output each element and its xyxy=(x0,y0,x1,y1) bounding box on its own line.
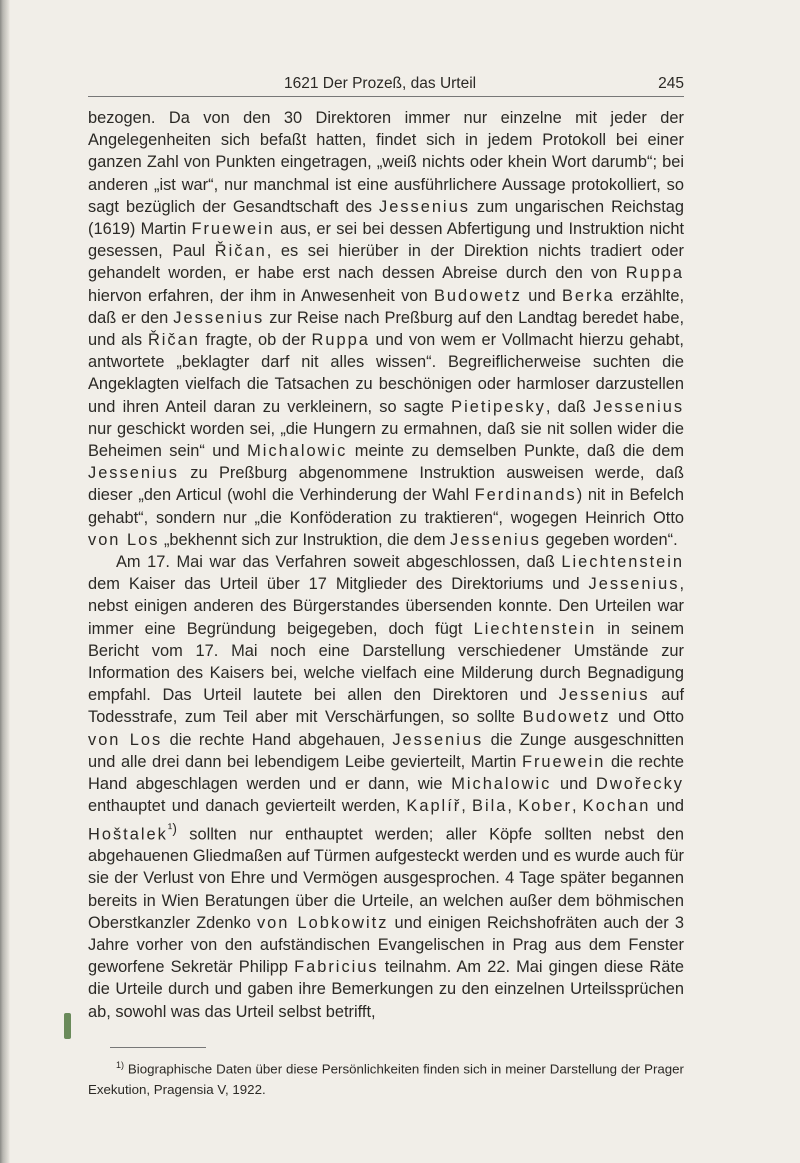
book-spine-shadow xyxy=(0,0,10,1163)
text-run: , es sei hierüber in der Direktion nichts tradiert oder gehandelt worden, er habe erst nach dessen Abreise durch den von xyxy=(88,242,684,283)
spaced-name: Ruppa xyxy=(311,331,370,350)
spaced-name: Řičan xyxy=(214,242,267,261)
book-page xyxy=(88,70,684,1023)
spaced-name: Liechtenstein xyxy=(473,619,597,638)
spaced-name: Jessenius xyxy=(88,464,179,483)
spaced-name: Bila xyxy=(472,797,508,816)
text-run: die rechte Hand abgehauen, xyxy=(162,730,393,749)
text-run: und xyxy=(650,797,685,816)
spaced-name: Hoštalek xyxy=(88,824,168,843)
spaced-name: Kochan xyxy=(582,797,651,816)
spaced-name: Jessenius xyxy=(450,530,541,549)
spaced-name: Michalowic xyxy=(247,442,348,461)
spaced-name: Fruewein xyxy=(191,220,275,239)
body-text xyxy=(88,107,684,1023)
text-run: , xyxy=(461,797,473,816)
text-run: , nebst einigen anderen des Bürgerstandes übersenden konnte. Den Urteilen war immer eine Begründung beigegeben, doch fügt xyxy=(88,575,684,638)
spaced-name: Budowetz xyxy=(522,708,611,727)
spaced-name: Ruppa xyxy=(625,264,684,283)
text-run: nur geschickt worden sei, „die Hungern zu ermahnen, daß sie nit sollen wider die Beheimen sein“ und xyxy=(88,419,684,461)
spaced-name: Jessenius xyxy=(379,197,470,216)
text-run: zu Preßburg abgenommene Instruktion ausweisen werde, daß dieser „den Articul (wohl die Verhinderung der Wahl xyxy=(88,464,684,505)
text-run: und einigen Reichshofräten auch der 3 Jahre vorher von den aufständischen Evangelischen in Prag aus dem Fenster geworfene Sekretär Philipp xyxy=(88,913,685,977)
spaced-name: Kaplíř xyxy=(406,797,462,816)
spaced-name: Ferdinands xyxy=(474,486,577,505)
spaced-name: Jessenius xyxy=(588,575,680,594)
spaced-name: Jessenius xyxy=(558,686,650,705)
text-run: enthauptet und danach gevierteilt werden, xyxy=(88,797,407,816)
text-run: hiervon erfahren, der ihm in Anwesenheit von xyxy=(88,286,434,305)
spaced-name: von Los xyxy=(88,730,163,749)
running-title: 1621 Der Prozeß, das Urteil xyxy=(284,75,477,92)
text-run: die rechte Hand abgeschlagen werden und er dann, wie xyxy=(88,752,684,794)
spaced-name: Michalowic xyxy=(451,775,552,794)
text-run: die Zunge ausgeschnitten und alle drei dann bei lebendigem Leibe gevierteilt, Martin xyxy=(88,730,684,771)
footnote-rule xyxy=(110,1047,206,1048)
text-run: teilnahm. Am 22. Mai gingen diese Räte die Urteile durch und gaben ihre Bemerkungen zu den einzelnen Urteilssprüchen ab, sowohl was das Urteil selbst betrifft, xyxy=(88,958,684,1021)
text-run: zum ungarischen Reichstag (1619) Martin xyxy=(88,197,685,239)
spaced-name: Pietipesky xyxy=(451,397,546,416)
page-number: 245 xyxy=(658,75,684,92)
spaced-name: von Los xyxy=(88,530,160,549)
text-run: „bekhennt sich zur Instruktion, die dem xyxy=(159,530,451,549)
spaced-name: Řičan xyxy=(147,331,200,350)
paragraph-1 xyxy=(88,107,684,551)
spaced-name: Liechtenstein xyxy=(561,553,684,572)
text-run: und von wem er Vollmacht hierzu gehabt, antwortete „beklagter darf nit alles wissen“. Begreiflicherweise suchten die Angeklagten vielfach die Tatsachen zu beschönigen oder harmloser darzustellen und ihren Anteil daran zu verkleinern, so sagte xyxy=(88,331,684,416)
spaced-name: Budowetz xyxy=(433,286,522,305)
text-run: , xyxy=(507,797,519,816)
spaced-name: Dwořecky xyxy=(596,775,684,794)
footnote xyxy=(88,1055,684,1100)
paragraph-2 xyxy=(88,551,684,1023)
spaced-name: Jessenius xyxy=(173,308,265,327)
text-run: gegeben worden“. xyxy=(540,530,678,549)
footnote-reference: ¹) xyxy=(167,820,177,836)
text-run: , xyxy=(571,797,583,816)
text-run: und xyxy=(551,775,597,794)
text-run: meinte zu demselben Punkte, daß die dem xyxy=(347,442,685,461)
spaced-name: Kober xyxy=(518,797,572,816)
text-run: , daß xyxy=(545,397,594,416)
margin-bookmark xyxy=(64,1013,71,1039)
spaced-name: Jessenius xyxy=(392,730,484,749)
text-run: und Otto xyxy=(610,708,684,727)
text-run: aus, er sei bei dessen Abfertigung und Instruktion nicht gesessen, Paul xyxy=(88,220,684,261)
text-run: zur Reise nach Preßburg auf den Landtag beredet habe, und als xyxy=(88,308,685,350)
text-run: fragte, ob der xyxy=(199,331,312,350)
spaced-name: Berka xyxy=(561,286,615,305)
spaced-name: Fabricius xyxy=(294,958,379,977)
running-head xyxy=(88,70,684,97)
text-run: ) nit in Befelch gehabt“, sondern nur „die Konföderation zu traktieren“, wogegen Heinrich Otto xyxy=(88,486,684,527)
text-run: erzählte, daß er den xyxy=(88,286,684,327)
text-run: in seinem Bericht vom 17. Mai noch eine Darstellung verschiedener Umstände zur Information des Kaisers bei, welche vielfach eine Milderung durch Begnadigung empfahl. Das Urteil lautete bei allen den Direktoren und xyxy=(88,619,684,705)
spaced-name: von Lobkowitz xyxy=(256,913,389,932)
footnote-text: Biographische Daten über diese Persönlichkeiten finden sich in meiner Darstellung der Prager Exekution, Pragensia V, 1922. xyxy=(88,1061,684,1098)
text-run: und xyxy=(521,286,562,305)
spaced-name: Fruewein xyxy=(521,752,606,771)
spaced-name: Jessenius xyxy=(593,397,685,416)
text-run: auf Todesstrafe, zum Teil aber mit Verschärfungen, so sollte xyxy=(88,686,684,727)
text-run: sollten nur enthauptet werden; aller Köpfe sollten nebst den abgehauenen Gliedmaßen auf Türmen aufgesteckt werden und es wurde auch für sie der Verlust von Ehre und Vermögen ausgesprochen. 4 Tage später begannen bereits in Wien Beratungen über die Urteile, an welchen außer dem böhmischen Oberstkanzler Zdenko xyxy=(88,824,684,932)
footnote-marker: 1) xyxy=(116,1060,125,1070)
text-run: dem Kaiser das Urteil über 17 Mitglieder des Direktoriums und xyxy=(88,575,589,594)
text-run: Am 17. Mai war das Verfahren soweit abgeschlossen, daß xyxy=(116,553,562,572)
text-run: bezogen. Da von den 30 Direktoren immer nur einzelne mit jeder der Angelegenheiten sich befaßt hatten, findet sich in jedem Protokoll bei einer ganzen Zahl von Punkten eingetragen, „weiß nichts oder khein Wort darumb“; bei anderen „ist war“, nur manchmal ist eine ausführlichere Aussage protokolliert, so sagt bezüglich der Gesandtschaft des xyxy=(88,109,684,216)
